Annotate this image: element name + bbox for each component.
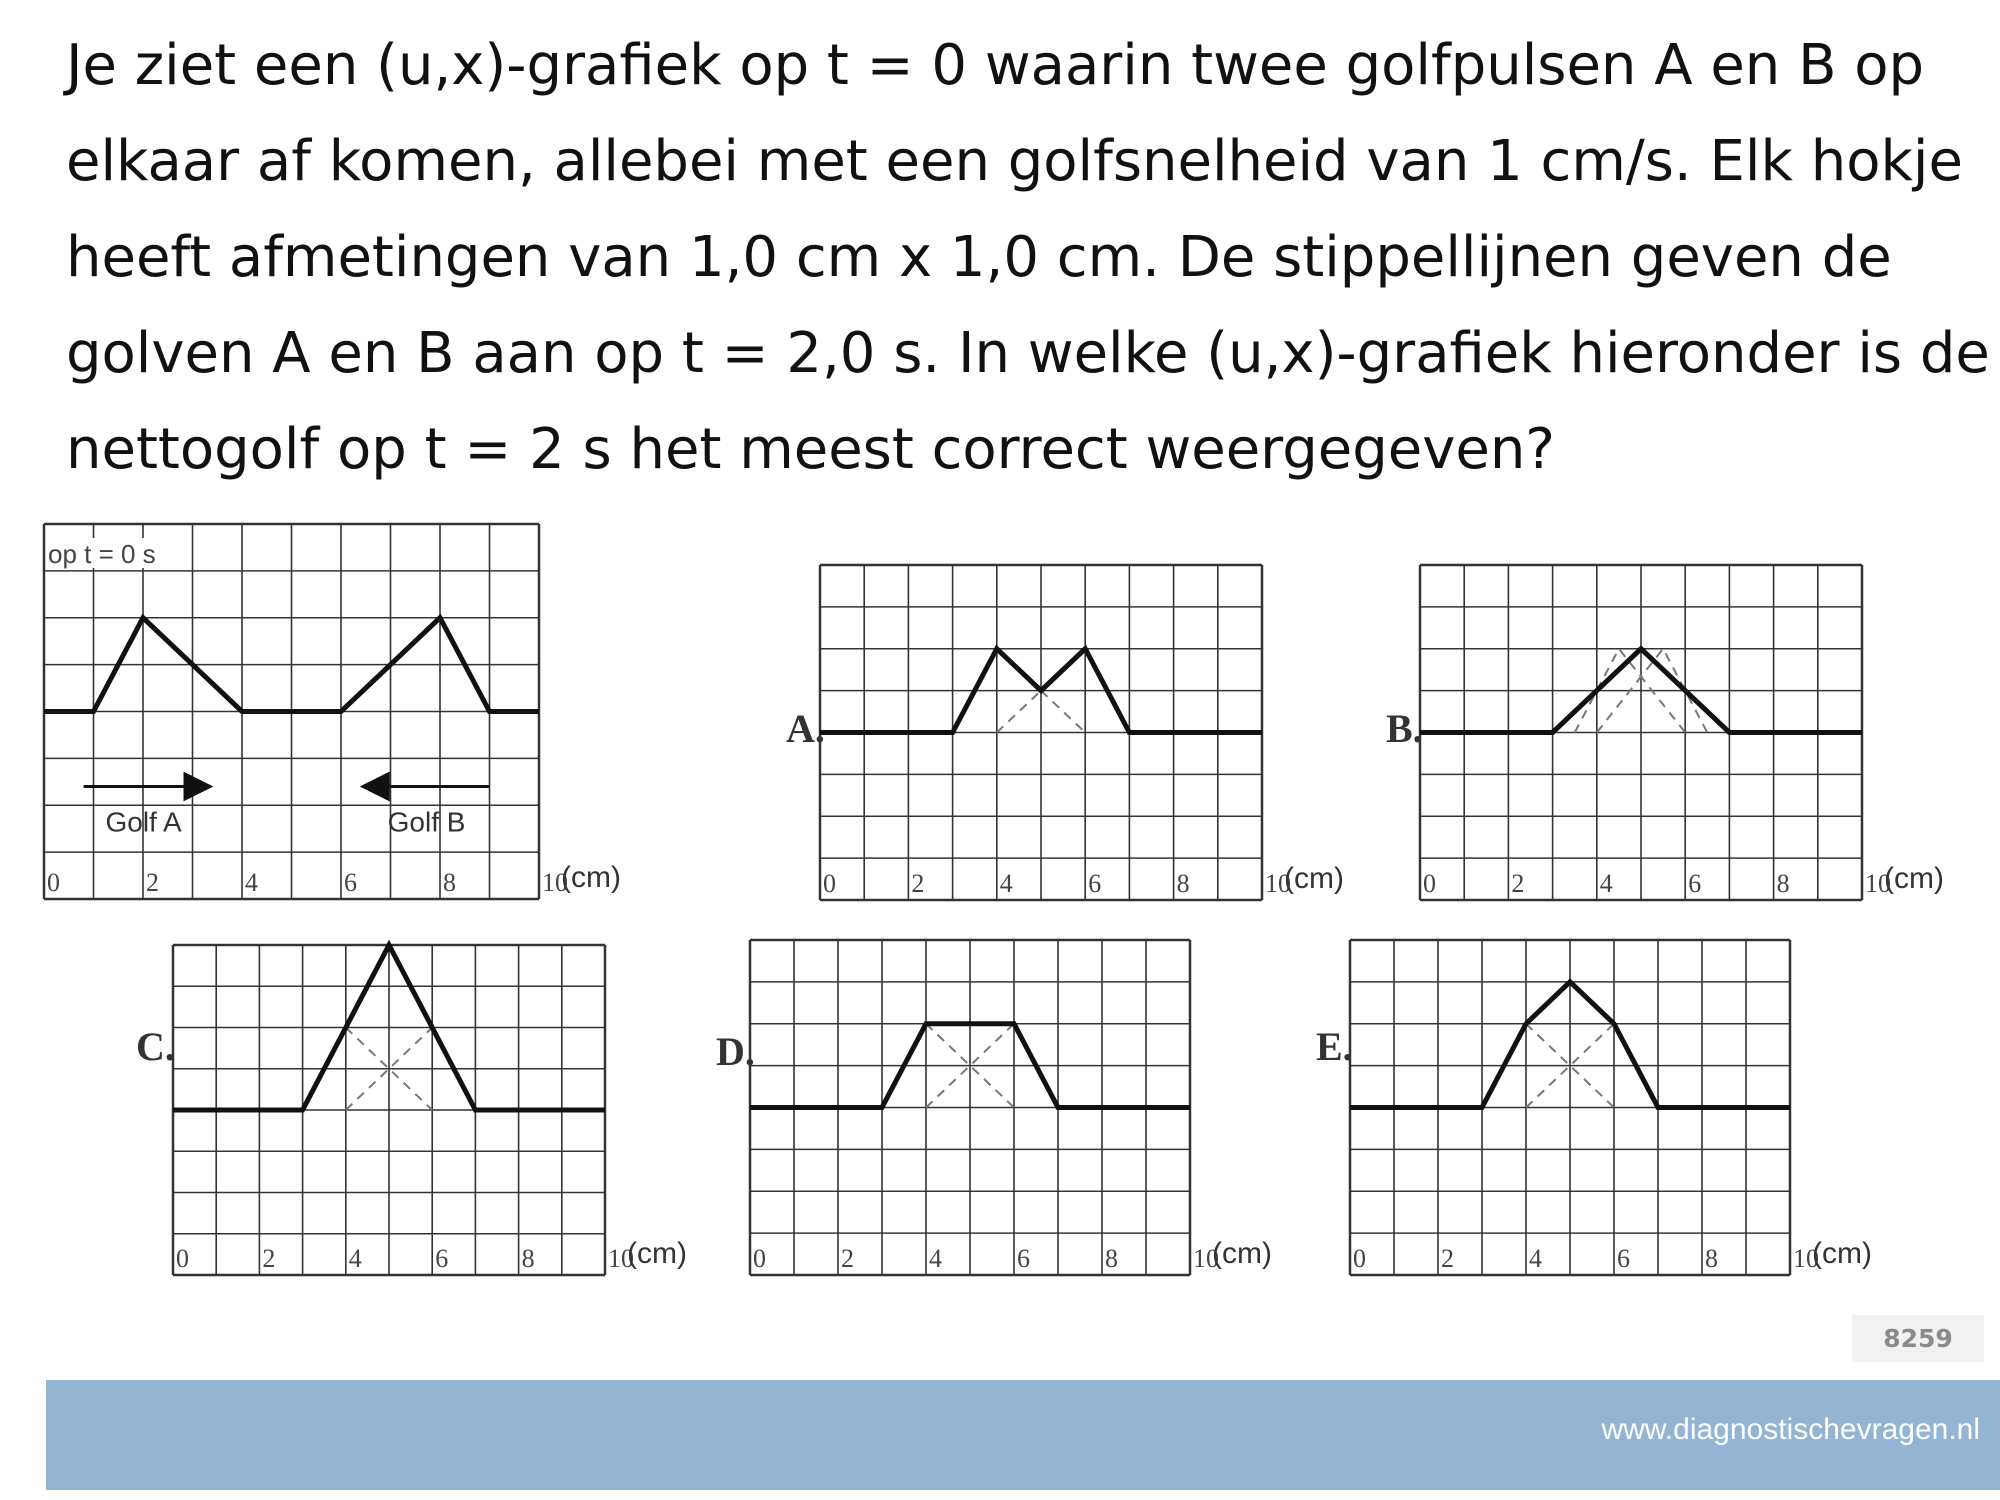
question-line: Je ziet een (u,x)-grafiek op t = 0 waarin twee golfpulsen A en B op <box>66 33 1925 98</box>
tick-label: 8 <box>1176 869 1190 898</box>
question-line: golven A en B aan op t = 2,0 s. In welke (u,x)-grafiek hieronder is de <box>66 321 1990 386</box>
tick-label: 6 <box>435 1244 449 1273</box>
tick-label: 4 <box>1529 1244 1542 1273</box>
arrow-label: Golf A <box>105 806 182 838</box>
question-line: heeft afmetingen van 1,0 cm x 1,0 cm. De stippellijnen geven de <box>66 225 1892 290</box>
tick-label: 2 <box>911 869 925 898</box>
footer-bar <box>46 1380 2000 1490</box>
option-label: A. <box>786 706 825 751</box>
tick-label: 0 <box>176 1244 189 1273</box>
graph-D <box>716 940 1272 1275</box>
graph-C <box>136 945 687 1275</box>
tick-label: 6 <box>1617 1244 1630 1273</box>
question-code-badge: 8259 <box>1852 1315 1984 1362</box>
tick-label: 4 <box>999 869 1013 898</box>
tick-label: 6 <box>344 868 357 897</box>
tick-label: 2 <box>1441 1244 1454 1273</box>
unit-label: (cm) <box>561 861 621 894</box>
tick-label: 10 <box>1193 1244 1219 1273</box>
tick-label: 10 <box>608 1244 634 1273</box>
tick-label: 8 <box>521 1244 535 1273</box>
tick-label: 2 <box>146 868 159 897</box>
tick-label: 8 <box>1776 869 1790 898</box>
unit-label: (cm) <box>1212 1237 1272 1270</box>
tick-label: 4 <box>929 1244 942 1273</box>
option-label: D. <box>716 1029 755 1074</box>
tick-label: 10 <box>1793 1244 1819 1273</box>
option-label: E. <box>1316 1024 1353 1069</box>
unit-label: (cm) <box>1884 862 1944 895</box>
arrow-label: Golf B <box>387 806 466 838</box>
graph-A <box>786 565 1344 900</box>
footer-url: www.diagnostischevragen.nl <box>1601 1413 1980 1446</box>
question-line: elkaar af komen, allebei met een golfsnelheid van 1 cm/s. Elk hokje <box>66 129 1963 194</box>
tick-label: 2 <box>262 1244 276 1273</box>
tick-label: 4 <box>1599 869 1613 898</box>
option-label: B. <box>1386 706 1423 751</box>
tick-label: 2 <box>841 1244 854 1273</box>
unit-label: (cm) <box>627 1237 687 1270</box>
unit-label: (cm) <box>1284 862 1344 895</box>
graph-B <box>1386 565 1944 900</box>
tick-label: 6 <box>1017 1244 1030 1273</box>
tick-label: 0 <box>1353 1244 1366 1273</box>
tick-label: 0 <box>47 868 60 897</box>
tick-label: 8 <box>1705 1244 1718 1273</box>
graph-E <box>1316 940 1872 1275</box>
tick-label: 10 <box>1265 869 1291 898</box>
tick-label: 0 <box>753 1244 766 1273</box>
option-label: C. <box>136 1024 175 1069</box>
tick-label: 8 <box>443 868 456 897</box>
tick-label: 10 <box>542 868 568 897</box>
time-label: op t = 0 s <box>48 539 156 569</box>
tick-label: 6 <box>1688 869 1702 898</box>
tick-label: 4 <box>245 868 258 897</box>
unit-label: (cm) <box>1812 1237 1872 1270</box>
question-line: nettogolf op t = 2 s het meest correct weergegeven? <box>66 417 1556 482</box>
dashed-component-wave <box>997 691 1041 733</box>
tick-label: 10 <box>1865 869 1891 898</box>
graph-start <box>44 524 621 899</box>
tick-label: 2 <box>1511 869 1525 898</box>
tick-label: 4 <box>348 1244 362 1273</box>
tick-label: 8 <box>1105 1244 1118 1273</box>
dashed-component-wave <box>1041 691 1085 733</box>
tick-label: 6 <box>1088 869 1102 898</box>
tick-label: 0 <box>1423 869 1436 898</box>
tick-label: 0 <box>823 869 836 898</box>
